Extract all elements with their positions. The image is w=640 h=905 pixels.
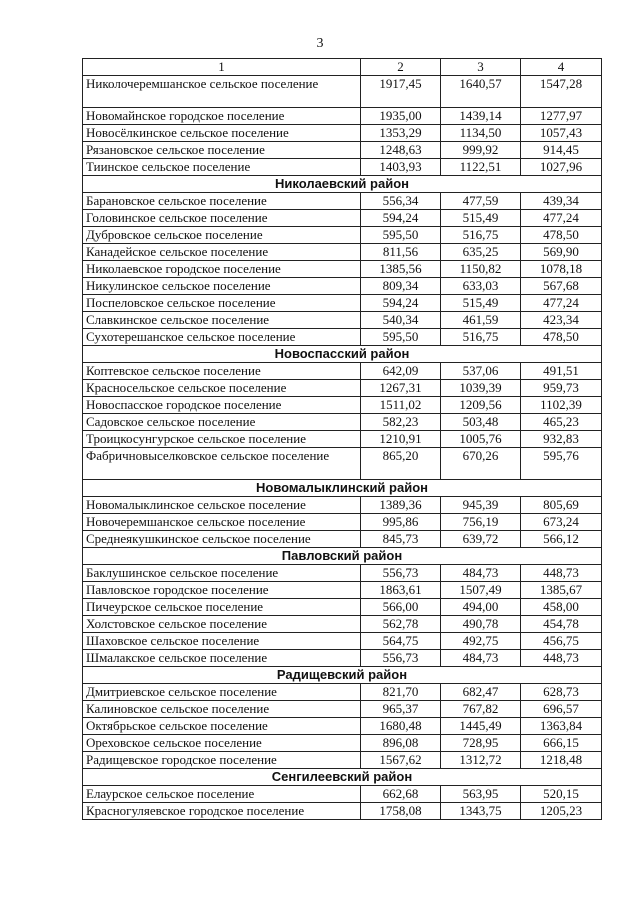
- value-col3: 492,75: [441, 633, 521, 650]
- value-col3: 756,19: [441, 514, 521, 531]
- settlement-name: Октябрьское сельское поселение: [83, 718, 361, 735]
- settlement-name: Красносельское сельское поселение: [83, 380, 361, 397]
- table-row: [83, 582, 602, 599]
- value-col4: 1057,43: [521, 125, 602, 142]
- value-col3: 1445,49: [441, 718, 521, 735]
- settlement-name: Рязановское сельское поселение: [83, 142, 361, 159]
- district-name: Радищевский район: [83, 667, 602, 684]
- value-col2: 1863,61: [361, 582, 441, 599]
- settlement-name: Коптевское сельское поселение: [83, 363, 361, 380]
- value-col3: 1343,75: [441, 803, 521, 820]
- value-col2: 562,78: [361, 616, 441, 633]
- value-col4: 448,73: [521, 650, 602, 667]
- district-header-row: [83, 480, 602, 497]
- value-col4: 1385,67: [521, 582, 602, 599]
- value-col4: 595,76: [521, 448, 602, 480]
- value-col4: 696,57: [521, 701, 602, 718]
- value-col4: 1205,23: [521, 803, 602, 820]
- table-row: [83, 261, 602, 278]
- settlement-name: Радищевское городское поселение: [83, 752, 361, 769]
- value-col2: 594,24: [361, 295, 441, 312]
- column-header: 3: [441, 59, 521, 76]
- table-row: [83, 431, 602, 448]
- value-col2: 556,73: [361, 565, 441, 582]
- value-col3: 1150,82: [441, 261, 521, 278]
- table-row: [83, 803, 602, 820]
- value-col4: 1102,39: [521, 397, 602, 414]
- table-row: [83, 108, 602, 125]
- table-row: [83, 125, 602, 142]
- value-col3: 635,25: [441, 244, 521, 261]
- value-col2: 662,68: [361, 786, 441, 803]
- value-col3: 1134,50: [441, 125, 521, 142]
- settlement-name: Николочеремшанское сельское поселение: [83, 76, 361, 108]
- value-col4: 478,50: [521, 227, 602, 244]
- value-col4: 456,75: [521, 633, 602, 650]
- value-col2: 1248,63: [361, 142, 441, 159]
- value-col4: 569,90: [521, 244, 602, 261]
- district-name: Павловский район: [83, 548, 602, 565]
- settlement-name: Новомайнское городское поселение: [83, 108, 361, 125]
- value-col2: 595,50: [361, 329, 441, 346]
- settlement-name: Новоспасское городское поселение: [83, 397, 361, 414]
- value-col2: 811,56: [361, 244, 441, 261]
- value-col2: 995,86: [361, 514, 441, 531]
- value-col2: 1267,31: [361, 380, 441, 397]
- page-number: 3: [316, 36, 324, 51]
- value-col2: 1567,62: [361, 752, 441, 769]
- value-col2: 564,75: [361, 633, 441, 650]
- value-col4: 454,78: [521, 616, 602, 633]
- settlement-name: Барановское сельское поселение: [83, 193, 361, 210]
- value-col4: 491,51: [521, 363, 602, 380]
- value-col3: 1439,14: [441, 108, 521, 125]
- table-row: [83, 531, 602, 548]
- settlement-name: Дубровское сельское поселение: [83, 227, 361, 244]
- value-col3: 767,82: [441, 701, 521, 718]
- value-col4: 478,50: [521, 329, 602, 346]
- settlement-name: Троицкосунгурское сельское поселение: [83, 431, 361, 448]
- value-col4: 1218,48: [521, 752, 602, 769]
- value-col3: 516,75: [441, 329, 521, 346]
- value-col3: 1005,76: [441, 431, 521, 448]
- table-row: [83, 159, 602, 176]
- table-row: [83, 227, 602, 244]
- value-col3: 1209,56: [441, 397, 521, 414]
- table-row: [83, 616, 602, 633]
- value-col2: 1935,00: [361, 108, 441, 125]
- settlement-name: Садовское сельское поселение: [83, 414, 361, 431]
- table-row: [83, 599, 602, 616]
- column-header: 1: [83, 59, 361, 76]
- value-col4: 477,24: [521, 295, 602, 312]
- table-row: [83, 363, 602, 380]
- value-col4: 477,24: [521, 210, 602, 227]
- settlement-name: Фабричновыселковское сельское поселение: [83, 448, 361, 480]
- value-col2: 1353,29: [361, 125, 441, 142]
- table-row: [83, 735, 602, 752]
- settlement-name: Баклушинское сельское поселение: [83, 565, 361, 582]
- table-row: [83, 397, 602, 414]
- value-col2: 642,09: [361, 363, 441, 380]
- value-col4: 673,24: [521, 514, 602, 531]
- value-col2: 540,34: [361, 312, 441, 329]
- value-col3: 484,73: [441, 650, 521, 667]
- value-col4: 914,45: [521, 142, 602, 159]
- value-col2: 582,23: [361, 414, 441, 431]
- value-col2: 865,20: [361, 448, 441, 480]
- district-name: Николаевский район: [83, 176, 602, 193]
- value-col3: 494,00: [441, 599, 521, 616]
- settlement-name: Ореховское сельское поселение: [83, 735, 361, 752]
- settlement-name: Головинское сельское поселение: [83, 210, 361, 227]
- table-row: [83, 329, 602, 346]
- value-col4: 458,00: [521, 599, 602, 616]
- settlement-name: Новомалыклинское сельское поселение: [83, 497, 361, 514]
- settlement-name: Красногуляевское городское поселение: [83, 803, 361, 820]
- value-col2: 965,37: [361, 701, 441, 718]
- settlement-name: Шаховское сельское поселение: [83, 633, 361, 650]
- value-col4: 805,69: [521, 497, 602, 514]
- table-row: [83, 752, 602, 769]
- value-col4: 1027,96: [521, 159, 602, 176]
- value-col3: 670,26: [441, 448, 521, 480]
- value-col3: 1507,49: [441, 582, 521, 599]
- table-row: [83, 718, 602, 735]
- value-col2: 566,00: [361, 599, 441, 616]
- settlement-name: Калиновское сельское поселение: [83, 701, 361, 718]
- table-row: [83, 701, 602, 718]
- value-col4: 439,34: [521, 193, 602, 210]
- settlement-name: Никулинское сельское поселение: [83, 278, 361, 295]
- table-row: [83, 295, 602, 312]
- value-col4: 465,23: [521, 414, 602, 431]
- column-header: 4: [521, 59, 602, 76]
- settlement-name: Среднеякушкинское сельское поселение: [83, 531, 361, 548]
- table-row: [83, 497, 602, 514]
- value-col3: 490,78: [441, 616, 521, 633]
- value-col3: 516,75: [441, 227, 521, 244]
- table-row: [83, 278, 602, 295]
- settlement-name: Холстовское сельское поселение: [83, 616, 361, 633]
- settlement-name: Павловское городское поселение: [83, 582, 361, 599]
- district-header-row: [83, 769, 602, 786]
- settlement-name: Новочеремшанское сельское поселение: [83, 514, 361, 531]
- value-col3: 563,95: [441, 786, 521, 803]
- district-header-row: [83, 346, 602, 363]
- table-row: [83, 514, 602, 531]
- settlement-name: Елаурское сельское поселение: [83, 786, 361, 803]
- value-col2: 821,70: [361, 684, 441, 701]
- table-row: [83, 312, 602, 329]
- value-col3: 1640,57: [441, 76, 521, 108]
- value-col2: 1210,91: [361, 431, 441, 448]
- district-name: Сенгилеевский район: [83, 769, 602, 786]
- value-col2: 1385,56: [361, 261, 441, 278]
- value-col3: 1039,39: [441, 380, 521, 397]
- value-col4: 520,15: [521, 786, 602, 803]
- data-table: [82, 58, 602, 820]
- value-col3: 477,59: [441, 193, 521, 210]
- table-row: [83, 142, 602, 159]
- value-col2: 1389,36: [361, 497, 441, 514]
- value-col3: 728,95: [441, 735, 521, 752]
- district-header-row: [83, 176, 602, 193]
- value-col4: 567,68: [521, 278, 602, 295]
- value-col2: 556,73: [361, 650, 441, 667]
- table-body: [83, 59, 602, 820]
- value-col3: 633,03: [441, 278, 521, 295]
- value-col4: 566,12: [521, 531, 602, 548]
- value-col2: 556,34: [361, 193, 441, 210]
- value-col3: 515,49: [441, 295, 521, 312]
- table-row: [83, 210, 602, 227]
- value-col3: 682,47: [441, 684, 521, 701]
- table-row: [83, 193, 602, 210]
- settlement-name: Поспеловское сельское поселение: [83, 295, 361, 312]
- settlement-name: Пичеурское сельское поселение: [83, 599, 361, 616]
- settlement-name: Шмалакское сельское поселение: [83, 650, 361, 667]
- table-row: [83, 244, 602, 261]
- table-row: [83, 380, 602, 397]
- table-row: [83, 633, 602, 650]
- value-col4: 423,34: [521, 312, 602, 329]
- settlement-name: Тиинское сельское поселение: [83, 159, 361, 176]
- value-col2: 594,24: [361, 210, 441, 227]
- value-col3: 484,73: [441, 565, 521, 582]
- value-col4: 959,73: [521, 380, 602, 397]
- value-col2: 809,34: [361, 278, 441, 295]
- value-col4: 932,83: [521, 431, 602, 448]
- district-header-row: [83, 548, 602, 565]
- value-col4: 628,73: [521, 684, 602, 701]
- settlement-name: Канадейское сельское поселение: [83, 244, 361, 261]
- value-col3: 461,59: [441, 312, 521, 329]
- value-col2: 1403,93: [361, 159, 441, 176]
- value-col2: 845,73: [361, 531, 441, 548]
- value-col2: 896,08: [361, 735, 441, 752]
- value-col4: 1363,84: [521, 718, 602, 735]
- value-col2: 595,50: [361, 227, 441, 244]
- district-header-row: [83, 667, 602, 684]
- value-col3: 537,06: [441, 363, 521, 380]
- settlement-name: Новосёлкинское сельское поселение: [83, 125, 361, 142]
- settlement-name: Николаевское городское поселение: [83, 261, 361, 278]
- table-row: [83, 565, 602, 582]
- value-col3: 1122,51: [441, 159, 521, 176]
- table-row: [83, 786, 602, 803]
- table-row: [83, 650, 602, 667]
- value-col2: 1917,45: [361, 76, 441, 108]
- value-col4: 1078,18: [521, 261, 602, 278]
- table-row: [83, 414, 602, 431]
- value-col4: 1277,97: [521, 108, 602, 125]
- table-header-row: [83, 59, 602, 76]
- table-row: [83, 684, 602, 701]
- value-col3: 999,92: [441, 142, 521, 159]
- column-header: 2: [361, 59, 441, 76]
- value-col3: 503,48: [441, 414, 521, 431]
- district-name: Новоспасский район: [83, 346, 602, 363]
- value-col3: 515,49: [441, 210, 521, 227]
- value-col2: 1680,48: [361, 718, 441, 735]
- settlement-name: Славкинское сельское поселение: [83, 312, 361, 329]
- table-row: [83, 448, 602, 480]
- settlement-name: Дмитриевское сельское поселение: [83, 684, 361, 701]
- value-col3: 639,72: [441, 531, 521, 548]
- settlement-name: Сухотерешанское сельское поселение: [83, 329, 361, 346]
- value-col4: 448,73: [521, 565, 602, 582]
- value-col2: 1758,08: [361, 803, 441, 820]
- district-name: Новомалыклинский район: [83, 480, 602, 497]
- value-col3: 945,39: [441, 497, 521, 514]
- value-col2: 1511,02: [361, 397, 441, 414]
- value-col4: 1547,28: [521, 76, 602, 108]
- value-col4: 666,15: [521, 735, 602, 752]
- table-row: [83, 76, 602, 108]
- value-col3: 1312,72: [441, 752, 521, 769]
